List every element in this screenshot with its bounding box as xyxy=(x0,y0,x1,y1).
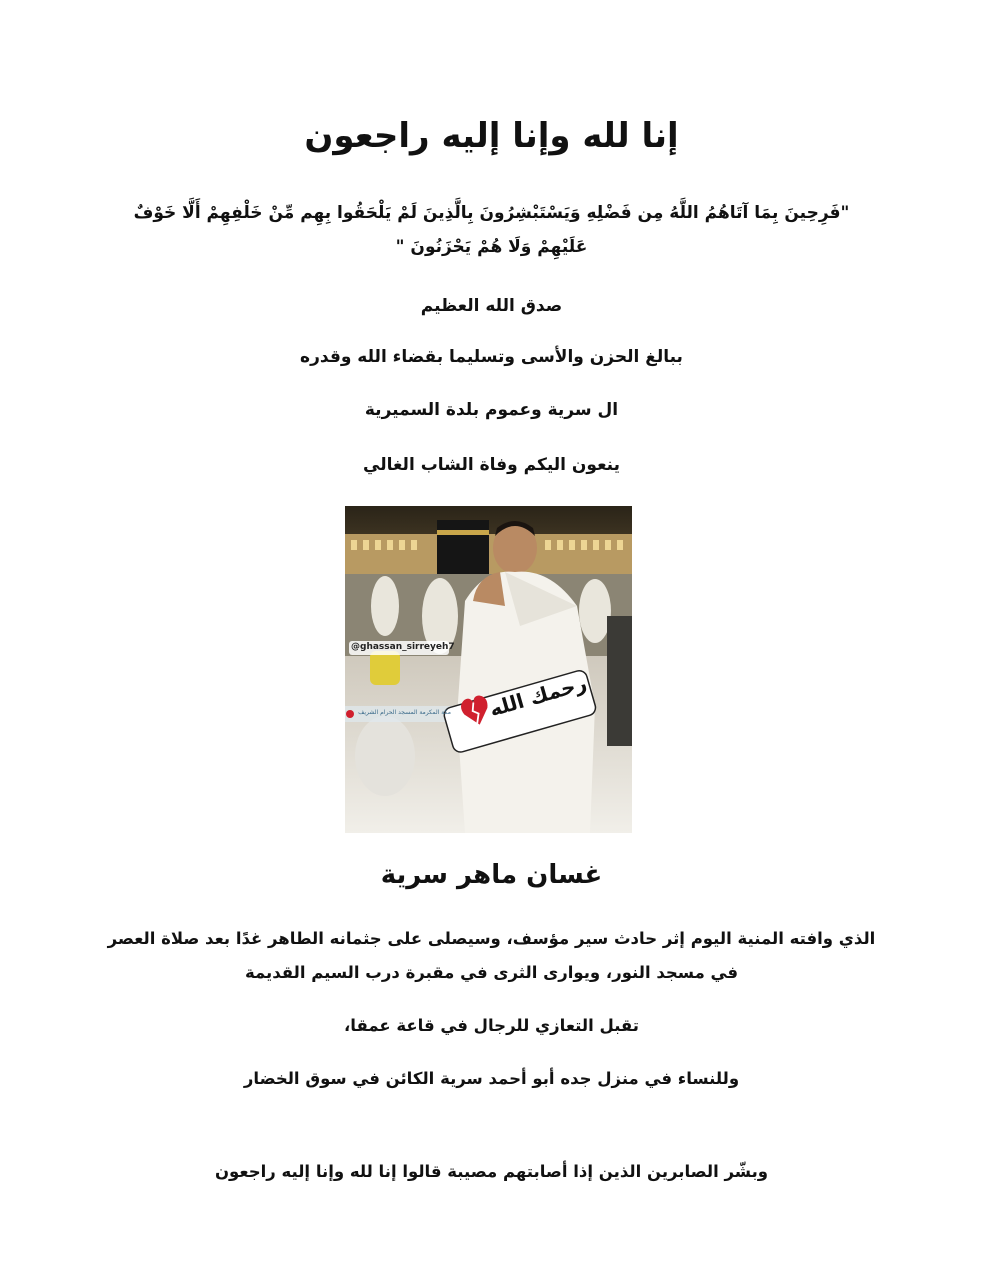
grief-line: ببالغ الحزن والأسى وتسليما بقضاء الله وقدره xyxy=(300,347,683,367)
verse-closing: صدق الله العظيم xyxy=(420,296,563,316)
page-title: إنا لله وإنا إليه راجعون xyxy=(304,116,679,156)
photo-location-text: مكة المكرمة المسجد الحرام الشريف xyxy=(358,709,451,716)
photo-handle: @ghassan_sirreyeh7 xyxy=(351,642,455,652)
deceased-photo xyxy=(345,506,632,833)
quran-verse: "فَرِحِينَ بِمَا آتَاهُمُ اللَّهُ مِن فَضْلِهِ وَيَسْتَبْشِرُونَ بِالَّذِينَ لَمْ يَلْحَقُوا بِهِم مِّنْ خَلْفِهِمْ أَلَّا خَوْفٌ عَلَيْهِمْ وَلَا هُمْ يَحْزَنُونَ " xyxy=(133,203,850,257)
funeral-details: الذي وافته المنية اليوم إثر حادث سير مؤسف، وسيصلى على جثمانه الطاهر غدًا بعد صلاة العصر في مسجد النور، ويوارى الثرى في مقبرة درب السيم القديمة xyxy=(107,929,876,982)
condolences-women: وللنساء في منزل جده أبو أحمد سرية الكائن في سوق الخضار xyxy=(243,1069,740,1088)
photo-caption: رحمك الله xyxy=(486,670,590,722)
announcement-line: ينعون اليكم وفاة الشاب الغالي xyxy=(363,455,620,475)
family-line: ال سرية وعموم بلدة السميرية xyxy=(364,400,619,420)
closing-verse: وبشّر الصابرين الذين إذا أصابتهم مصيبة قالوا إنا لله وإنا إليه راجعون xyxy=(214,1162,769,1181)
deceased-name: غسان ماهر سرية xyxy=(380,860,603,890)
condolences-men: تقبل التعازي للرجال في قاعة عمقا، xyxy=(343,1016,640,1035)
